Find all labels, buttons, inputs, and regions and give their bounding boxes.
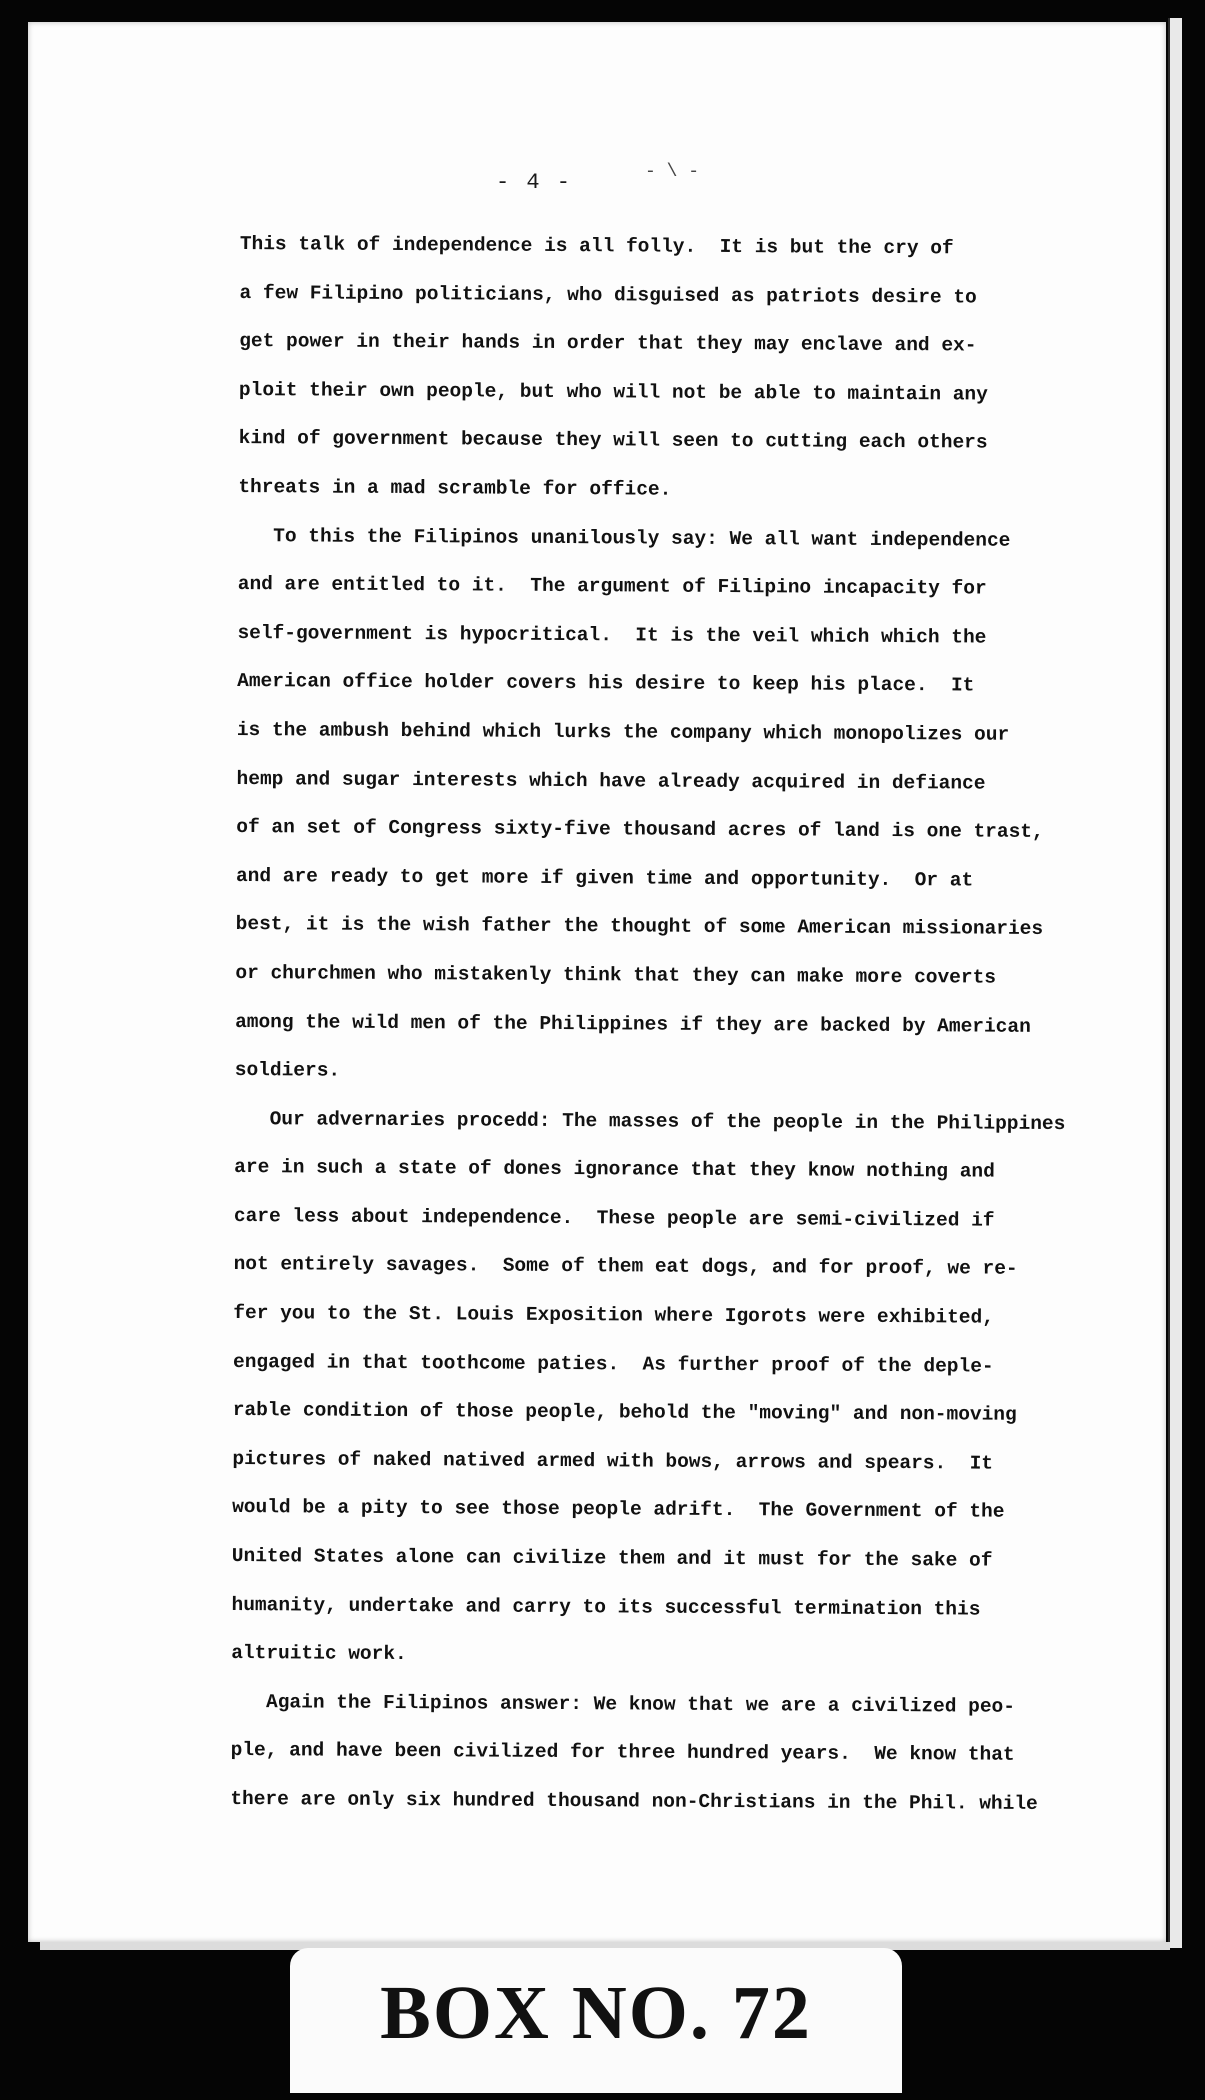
text-line: To this the Filipinos unanilously say: We all want independence xyxy=(238,524,1011,552)
text-line: get power in their hands in order that they may enclave and ex- xyxy=(239,330,977,357)
text-line: United States alone can civilize them and it must for the sake of xyxy=(231,1545,993,1572)
text-line: ple, and have been civilized for three hundred years. We know that xyxy=(230,1739,1015,1767)
text-line: best, it is the wish father the thought of some American missionaries xyxy=(235,913,1044,941)
text-line: and are entitled to it. The argument of Filipino incapacity for xyxy=(237,573,987,600)
text-line: rable condition of those people, behold the "moving" and non-moving xyxy=(232,1399,1017,1427)
text-line: of an set of Congress sixty-five thousand acres of land is one trast, xyxy=(236,816,1044,844)
text-line: or churchmen who mistakenly think that they can make more coverts xyxy=(235,961,997,989)
page-edge-right xyxy=(1168,18,1182,1948)
text-line: kind of government because they will seen to cutting each others xyxy=(238,427,988,454)
text-line: engaged in that toothcome paties. As further proof of the deple- xyxy=(232,1350,994,1378)
text-line: pictures of naked natived armed with bows, arrows and spears. It xyxy=(232,1447,994,1475)
text-line: there are only six hundred thousand non-Christians in the Phil. while xyxy=(230,1787,1038,1815)
text-line: Our advernaries procedd: The masses of the people in the Philippines xyxy=(234,1107,1066,1135)
text-line: This talk of independence is all folly. It is but the cry of xyxy=(239,232,954,260)
text-line: care less about independence. These people are semi-civilized if xyxy=(233,1204,995,1232)
text-line: altruitic work. xyxy=(231,1642,407,1666)
box-label: BOX NO. 72 xyxy=(380,1971,812,2055)
text-line: fer you to the St. Louis Exposition where Igorots were exhibited, xyxy=(233,1302,995,1329)
page-number: - 4 - xyxy=(496,170,573,195)
text-line: would be a pity to see those people adrift. The Government of the xyxy=(232,1496,1005,1524)
typed-body-text xyxy=(230,220,1120,1829)
text-line: soldiers. xyxy=(234,1059,341,1082)
text-line: is the ambush behind which lurks the company which monopolizes our xyxy=(236,718,1010,746)
stray-mark: - \ - xyxy=(645,162,700,182)
text-line: and are ready to get more if given time and opportunity. Or at xyxy=(235,864,974,892)
text-line: ploit their own people, but who will not be able to maintain any xyxy=(238,378,988,406)
text-line: self-government is hypocritical. It is the veil which which the xyxy=(237,621,987,649)
text-line: among the wild men of the Philippines if they are backed by American xyxy=(235,1010,1031,1038)
text-line: humanity, undertake and carry to its successful termination this xyxy=(231,1593,981,1621)
text-line: are in such a state of dones ignorance that they know nothing and xyxy=(234,1156,995,1183)
text-line: threats in a mad scramble for office. xyxy=(238,475,672,501)
text-line: American office holder covers his desire to keep his place. It xyxy=(237,670,975,697)
text-line: hemp and sugar interests which have already acquired in defiance xyxy=(236,767,986,795)
text-line: a few Filipino politicians, who disguised as patriots desire to xyxy=(239,281,977,309)
text-line: Again the Filipinos answer: We know that we are a civilized peo- xyxy=(230,1690,1016,1718)
text-line: not entirely savages. Some of them eat dogs, and for proof, we re- xyxy=(233,1253,1018,1281)
box-label-card xyxy=(290,1948,902,2093)
